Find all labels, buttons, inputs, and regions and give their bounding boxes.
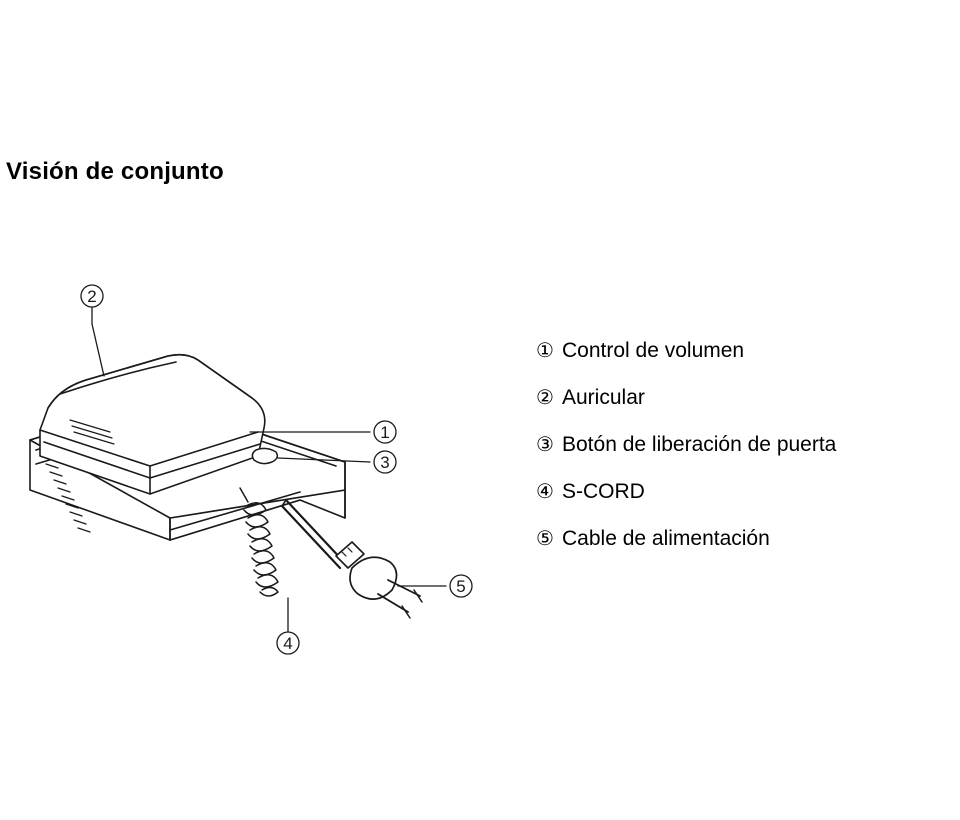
legend-marker-2: ② xyxy=(536,387,554,409)
door-release-button xyxy=(252,448,277,463)
legend-marker-1: ① xyxy=(536,340,554,362)
legend-item-3 xyxy=(536,432,956,458)
legend-label-3: Botón de liberación de puerta xyxy=(562,433,837,456)
legend-item-4 xyxy=(536,479,956,505)
callout-label-2: 2 xyxy=(87,287,97,306)
legend-item-5 xyxy=(536,526,956,552)
callout-label-4: 4 xyxy=(283,634,293,653)
leader-line-2 xyxy=(92,308,104,376)
plug-housing xyxy=(350,557,397,599)
callout-label-1: 1 xyxy=(380,423,390,442)
callout-label-5: 5 xyxy=(456,577,466,596)
legend-marker-5: ⑤ xyxy=(536,528,554,550)
legend-list xyxy=(536,338,956,573)
legend-label-2: Auricular xyxy=(562,386,645,409)
legend-marker-4: ④ xyxy=(536,481,554,503)
telephone-diagram-svg xyxy=(0,250,520,670)
legend-label-4: S-CORD xyxy=(562,480,645,503)
overview-figure xyxy=(0,250,520,670)
power-cord xyxy=(282,500,422,618)
legend-marker-3: ③ xyxy=(536,434,554,456)
callout-label-3: 3 xyxy=(380,453,390,472)
legend-label-1: Control de volumen xyxy=(562,339,745,362)
legend-item-2 xyxy=(536,385,956,411)
legend-label-5: Cable de alimentación xyxy=(562,527,770,550)
page-title: Visión de conjunto xyxy=(6,158,224,185)
legend-item-1 xyxy=(536,338,956,364)
